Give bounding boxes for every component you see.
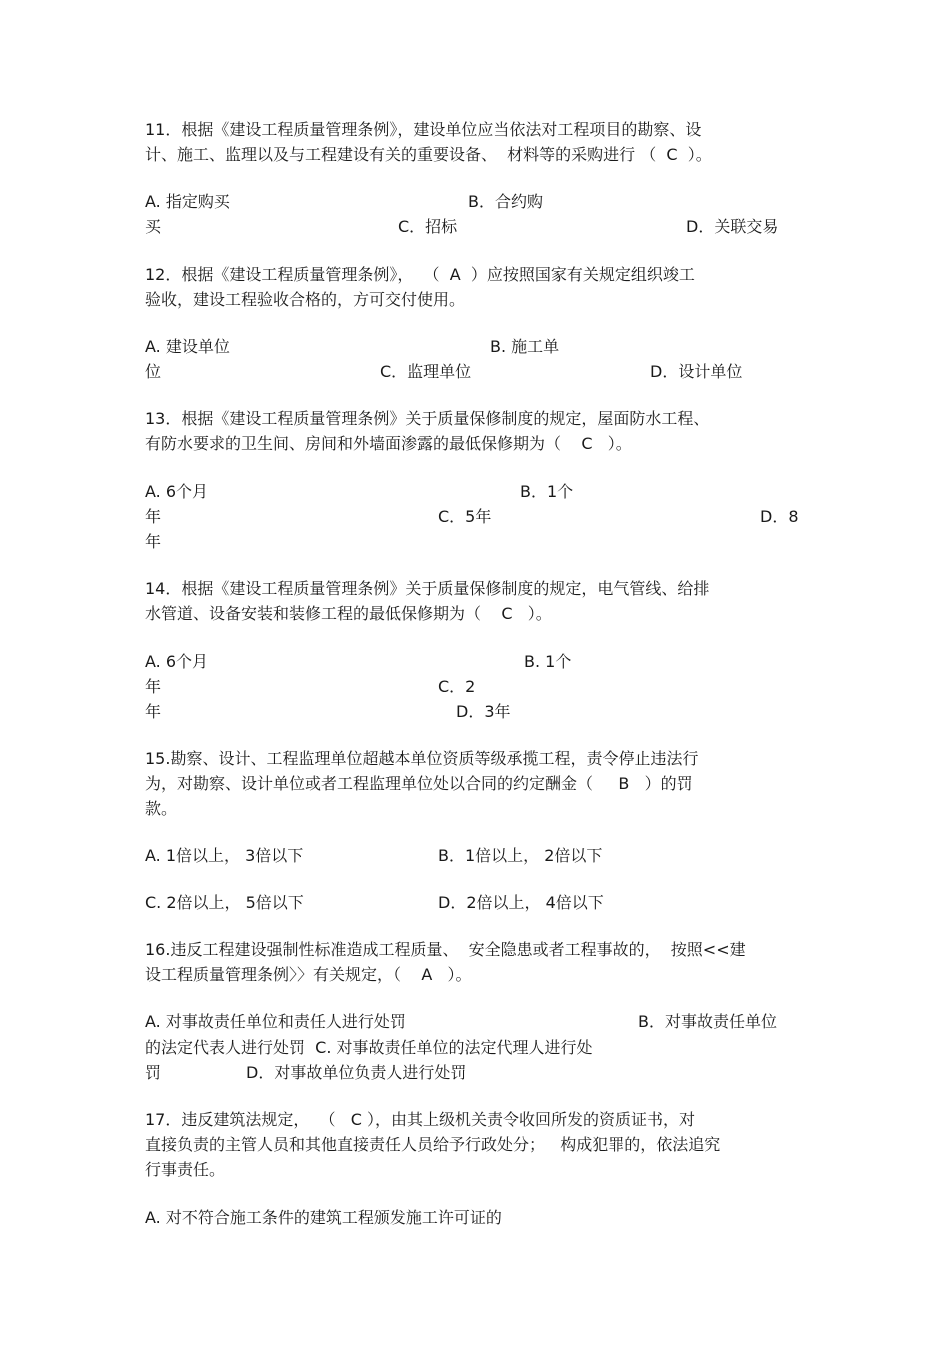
q17-stem-line-2: 直接负责的主管人员和其他直接责任人员给予行政处分； 构成犯罪的，依法追究 (145, 1135, 721, 1154)
q15-stem-line-2: 为，对勘察、设计单位或者工程监理单位处以合同的约定酬金（ B ）的罚 (145, 774, 693, 793)
q13-stem-line-1: 13．根据《建设工程质量管理条例》关于质量保修制度的规定，屋面防水工程、 (145, 409, 710, 428)
q14-option-b: B. 1个 (524, 652, 572, 671)
q11-option-d: D．关联交易 (686, 217, 779, 236)
q14-stem-line-2: 水管道、设备安装和装修工程的最低保修期为（ C ）。 (145, 604, 552, 623)
q13-stem-line-2: 有防水要求的卫生间、房间和外墙面渗露的最低保修期为（ C ）。 (145, 434, 632, 453)
q11-stem-line-1: 11．根据《建设工程质量管理条例》，建设单位应当依法对工程项目的勘察、设 (145, 120, 702, 139)
q16-option-b-c-line: 的法定代表人进行处罚 C. 对事故责任单位的法定代理人进行处 (145, 1038, 593, 1057)
q14-option-d: D．3年 (456, 702, 511, 721)
q15-stem-line-1: 15.勘察、设计、工程监理单位超越本单位资质等级承揽工程，责令停止违法行 (145, 749, 699, 768)
q13-option-b: B．1个 (520, 482, 574, 501)
q11-option-b-wrap: 买 (145, 217, 162, 236)
q14-option-c: C．2 (438, 677, 476, 696)
q12-option-c: C．监理单位 (380, 362, 472, 381)
q12-option-a: A. 建设单位 (145, 337, 230, 356)
q13-option-b-wrap: 年 (145, 507, 162, 526)
q14-option-b-wrap: 年 (145, 677, 162, 696)
q12-stem-line-1: 12．根据《建设工程质量管理条例》， （ A ）应按照国家有关规定组织竣工 (145, 265, 695, 284)
q11-option-b: B．合约购 (468, 192, 543, 211)
q13-option-d: D．8 (760, 507, 799, 526)
q17-option-a: A. 对不符合施工条件的建筑工程颁发施工许可证的 (145, 1208, 502, 1227)
q16-option-a: A. 对事故责任单位和责任人进行处罚 (145, 1012, 406, 1031)
q16-option-c-wrap: 罚 (145, 1063, 162, 1082)
q14-stem-line-1: 14．根据《建设工程质量管理条例》关于质量保修制度的规定，电气管线、给排 (145, 579, 710, 598)
q14-option-c-wrap: 年 (145, 702, 162, 721)
q17-stem-line-1: 17．违反建筑法规定， （ C ），由其上级机关责令收回所发的资质证书，对 (145, 1110, 696, 1129)
q12-stem-line-2: 验收，建设工程验收合格的，方可交付使用。 (145, 290, 466, 309)
q12-option-b-wrap: 位 (145, 362, 162, 381)
q16-stem-line-1: 16.违反工程建设强制性标准造成工程质量、 安全隐患或者工程事故的， 按照<<建 (145, 940, 746, 959)
q16-option-d: D．对事故单位负责人进行处罚 (246, 1063, 467, 1082)
q15-option-b: B．1倍以上， 2倍以下 (438, 846, 603, 865)
q15-stem-line-3: 款。 (145, 799, 178, 818)
q12-option-b: B. 施工单 (490, 337, 560, 356)
q16-stem-line-2: 设工程质量管理条例〉〉有关规定，（ A ）。 (145, 965, 472, 984)
q15-option-d: D．2倍以上， 4倍以下 (438, 893, 604, 912)
q13-option-a: A. 6个月 (145, 482, 209, 501)
q15-option-a: A. 1倍以上， 3倍以下 (145, 846, 304, 865)
q13-option-d-wrap: 年 (145, 532, 162, 551)
q13-option-c: C．5年 (438, 507, 492, 526)
q11-stem-line-2: 计、施工、监理以及与工程建设有关的重要设备、 材料等的采购进行 （ C ）。 (145, 145, 712, 164)
q11-option-c: C．招标 (398, 217, 458, 236)
q16-option-b: B．对事故责任单位 (638, 1012, 777, 1031)
q11-option-a: A. 指定购买 (145, 192, 230, 211)
q14-option-a: A. 6个月 (145, 652, 209, 671)
q17-stem-line-3: 行事责任。 (145, 1160, 226, 1179)
q12-option-d: D．设计单位 (650, 362, 743, 381)
q15-option-c: C. 2倍以上， 5倍以下 (145, 893, 304, 912)
